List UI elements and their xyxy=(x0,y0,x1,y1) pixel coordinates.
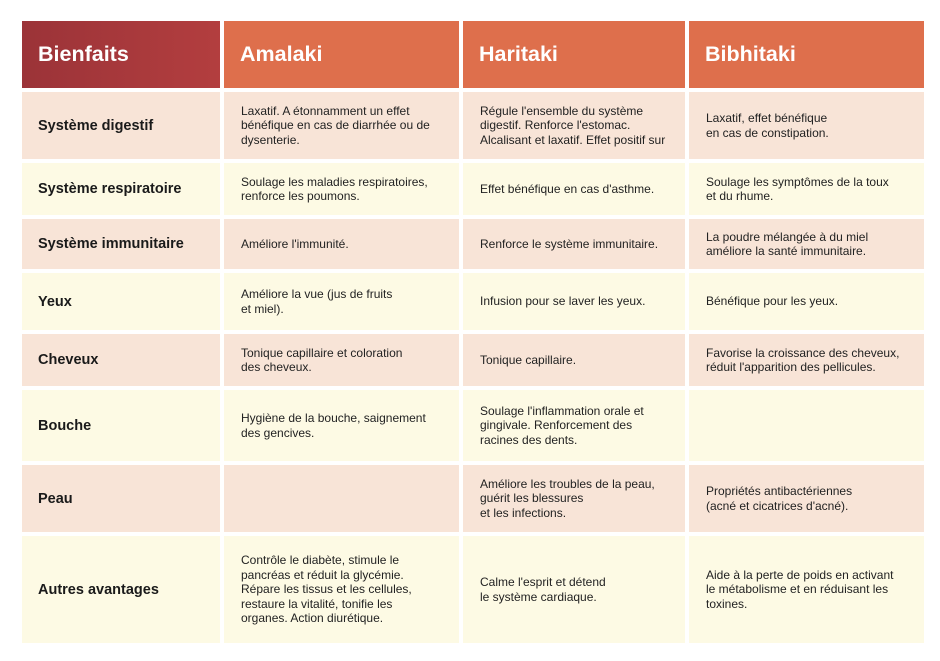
cell-digestive-bibhitaki: Laxatif, effet bénéfique en cas de constipation. xyxy=(689,92,924,159)
cell-mouth-bibhitaki xyxy=(689,390,924,461)
cell-digestive-amalaki: Laxatif. A étonnamment un effet bénéfique en cas de diarrhée ou de dysenterie. xyxy=(224,92,459,159)
row-label-other: Autres avantages xyxy=(22,536,220,643)
cell-skin-haritaki: Améliore les troubles de la peau, guérit les blessures et les infections. xyxy=(463,465,685,532)
cell-respiratory-haritaki: Effet bénéfique en cas d'asthme. xyxy=(463,163,685,215)
cell-immune-bibhitaki: La poudre mélangée à du miel améliore la santé immunitaire. xyxy=(689,219,924,269)
cell-hair-amalaki: Tonique capillaire et coloration des cheveux. xyxy=(224,334,459,386)
row-label-mouth: Bouche xyxy=(22,390,220,461)
cell-hair-bibhitaki: Favorise la croissance des cheveux, réduit l'apparition des pellicules. xyxy=(689,334,924,386)
cell-mouth-haritaki: Soulage l'inflammation orale et gingivale. Renforcement des racines des dents. xyxy=(463,390,685,461)
cell-respiratory-bibhitaki: Soulage les symptômes de la toux et du rhume. xyxy=(689,163,924,215)
row-label-respiratory: Système respiratoire xyxy=(22,163,220,215)
cell-skin-bibhitaki: Propriétés antibactériennes (acné et cicatrices d'acné). xyxy=(689,465,924,532)
cell-other-amalaki: Contrôle le diabète, stimule le pancréas et réduit la glycémie. Répare les tissus et les cellules, restaure la vitalité, tonifie les organes. Action diurétique. xyxy=(224,536,459,643)
cell-hair-haritaki: Tonique capillaire. xyxy=(463,334,685,386)
cell-eyes-amalaki: Améliore la vue (jus de fruits et miel). xyxy=(224,273,459,330)
header-amalaki: Amalaki xyxy=(224,21,459,88)
cell-skin-amalaki xyxy=(224,465,459,532)
row-label-hair: Cheveux xyxy=(22,334,220,386)
header-haritaki: Haritaki xyxy=(463,21,685,88)
cell-eyes-bibhitaki: Bénéfique pour les yeux. xyxy=(689,273,924,330)
row-label-digestive: Système digestif xyxy=(22,92,220,159)
row-label-eyes: Yeux xyxy=(22,273,220,330)
cell-respiratory-amalaki: Soulage les maladies respiratoires, renforce les poumons. xyxy=(224,163,459,215)
cell-immune-haritaki: Renforce le système immunitaire. xyxy=(463,219,685,269)
cell-digestive-haritaki: Régule l'ensemble du système digestif. Renforce l'estomac. Alcalisant et laxatif. Effet positif sur xyxy=(463,92,685,159)
header-bibhitaki: Bibhitaki xyxy=(689,21,924,88)
cell-other-bibhitaki: Aide à la perte de poids en activant le métabolisme et en réduisant les toxines. xyxy=(689,536,924,643)
cell-eyes-haritaki: Infusion pour se laver les yeux. xyxy=(463,273,685,330)
row-label-skin: Peau xyxy=(22,465,220,532)
header-benefits: Bienfaits xyxy=(22,21,220,88)
cell-other-haritaki: Calme l'esprit et détend le système cardiaque. xyxy=(463,536,685,643)
cell-mouth-amalaki: Hygiène de la bouche, saignement des gencives. xyxy=(224,390,459,461)
benefits-table xyxy=(22,21,924,643)
cell-immune-amalaki: Améliore l'immunité. xyxy=(224,219,459,269)
row-label-immune: Système immunitaire xyxy=(22,219,220,269)
